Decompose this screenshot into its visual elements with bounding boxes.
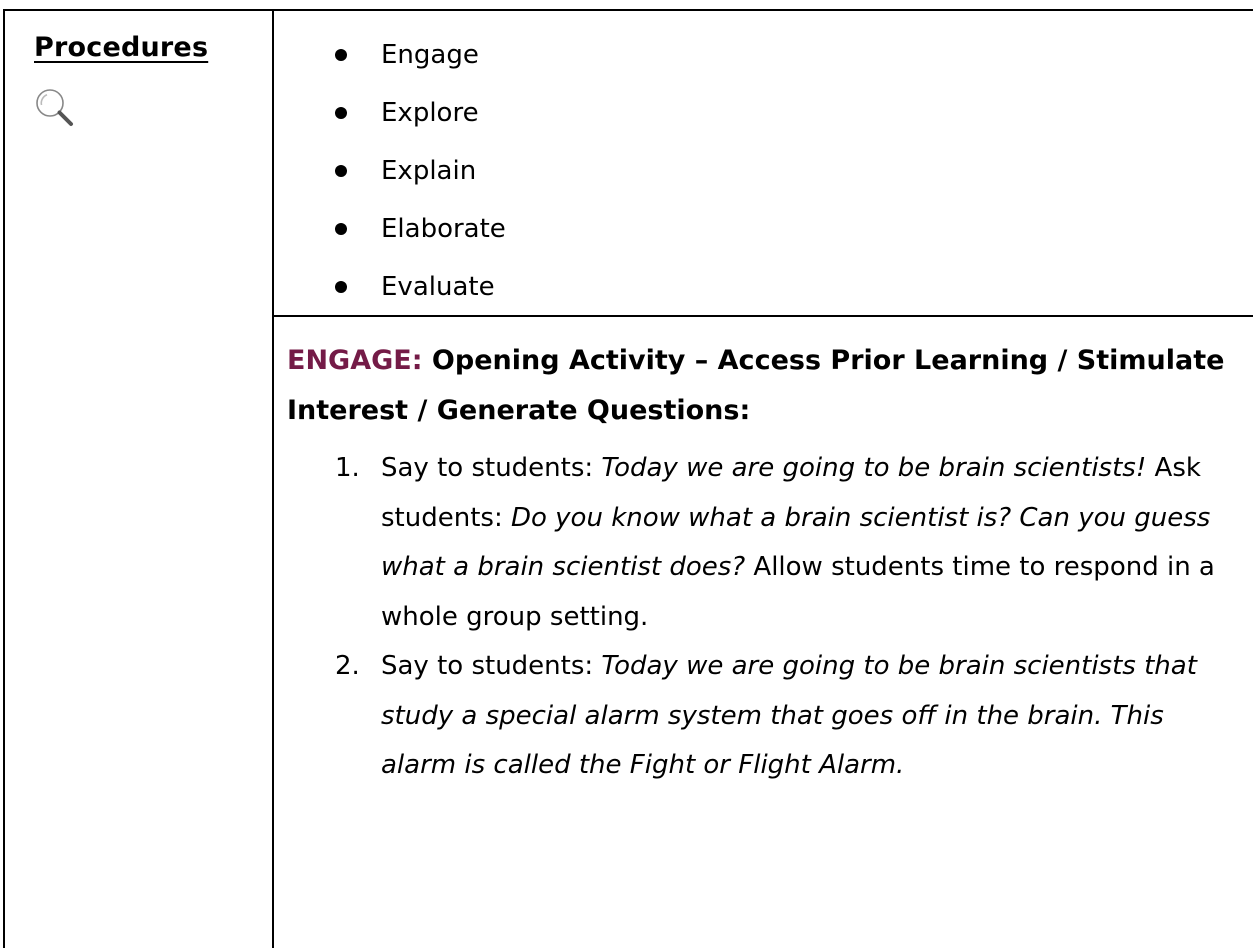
step-list <box>335 444 1235 791</box>
step-number: 1. <box>335 453 360 483</box>
list-item: Explain <box>335 146 506 204</box>
list-item: Evaluate <box>335 262 506 320</box>
phase-list <box>335 30 506 320</box>
engage-heading <box>287 336 1237 436</box>
list-item: Elaborate <box>335 204 506 262</box>
table-top-border <box>3 9 1253 11</box>
step-text: Say to students: <box>381 651 602 681</box>
section-label: Procedures <box>34 32 209 63</box>
step-number: 2. <box>335 651 360 681</box>
list-item: Explore <box>335 88 506 146</box>
search-icon <box>33 86 77 130</box>
step-text: Say to students: <box>381 453 602 483</box>
engage-title: Opening Activity – Access Prior Learning / Stimulate Interest / Generate Questions: <box>287 345 1225 426</box>
step-quote: Today we are going to be brain scientists! <box>601 453 1147 483</box>
step-quote: Today we are going to be brain scientists that study a special alarm system that goes off in the brain. This alarm is called the Fight or Flight Alarm. <box>381 651 1197 780</box>
list-item: Engage <box>335 30 506 88</box>
list-item <box>335 444 1235 642</box>
step-text: Ask students: <box>381 453 1201 533</box>
table-left-border <box>3 10 5 948</box>
engage-tag: ENGAGE: <box>287 345 423 376</box>
list-item <box>335 642 1235 791</box>
step-quote: Do you know what a brain scientist is? Can you guess what a brain scientist does? <box>381 502 1211 582</box>
step-text: Allow students time to respond in a whole group setting. <box>381 552 1215 632</box>
column-divider <box>272 10 274 948</box>
